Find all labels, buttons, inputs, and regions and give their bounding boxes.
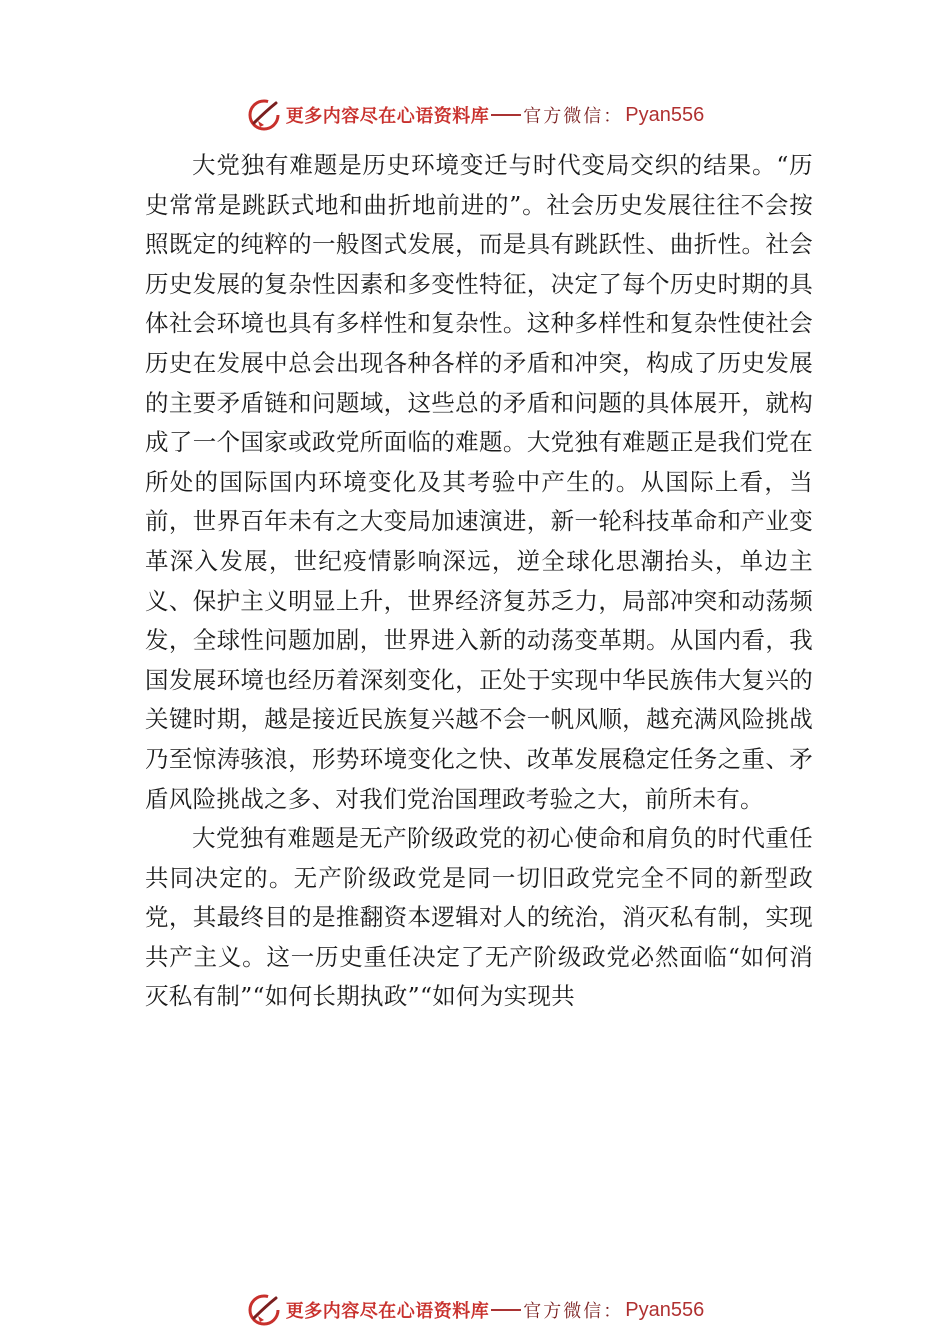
- banner-wechat-id: Pyan556: [625, 103, 705, 126]
- banner-wechat-id: Pyan556: [625, 1298, 705, 1321]
- banner-sub-text: 官方微信：: [523, 106, 624, 127]
- brush-logo-icon: [246, 1292, 282, 1328]
- banner-sub-text: 官方微信：: [523, 1301, 624, 1322]
- banner-separator: [491, 1309, 521, 1311]
- banner-main-text: 更多内容尽在心语资料库: [285, 106, 490, 127]
- footer-banner: [0, 1290, 950, 1330]
- paragraph-1: 大党独有难题是历史环境变迁与时代变局交织的结果。“历史常常是跳跃式地和曲折地前进的”。社会历史发展往往不会按照既定的纯粹的一般图式发展，而是具有跳跃性、曲折性。社会历史发展的复杂性因素和多变性特征，决定了每个历史时期的具体社会环境也具有多样性和复杂性。这种多样性和复杂性使社会历史在发展中总会出现各种各样的矛盾和冲突，构成了历史发展的主要矛盾链和问题域，这些总的矛盾和问题的具体展开，就构成了一个国家或政党所面临的难题。大党独有难题正是我们党在所处的国际国内环境变化及其考验中产生的。从国际上看，当前，世界百年未有之大变局加速演进，新一轮科技革命和产业变革深入发展，世纪疫情影响深远，逆全球化思潮抬头，单边主义、保护主义明显上升，世界经济复苏乏力，局部冲突和动荡频发，全球性问题加剧，世界进入新的动荡变革期。从国内看，我国发展环境也经历着深刻变化，正处于实现中华民族伟大复兴的关键时期，越是接近民族复兴越不会一帆风顺，越充满风险挑战乃至惊涛骇浪，形势环境变化之快、改革发展稳定任务之重、矛盾风险挑战之多、对我们党治国理政考验之大，前所未有。: [145, 151, 813, 813]
- document-body: [145, 146, 813, 1017]
- paragraph-2: 大党独有难题是无产阶级政党的初心使命和肩负的时代重任共同决定的。无产阶级政党是同一切旧政党完全不同的新型政党，其最终目的是推翻资本逻辑对人的统治，消灭私有制，实现共产主义。这一历史重任决定了无产阶级政党必然面临“如何消灭私有制”“如何长期执政”“如何为实现共: [145, 824, 813, 1011]
- banner-main-text: 更多内容尽在心语资料库: [285, 1301, 490, 1322]
- brush-logo-icon: [246, 97, 282, 133]
- header-banner: [0, 95, 950, 135]
- banner-separator: [491, 114, 521, 116]
